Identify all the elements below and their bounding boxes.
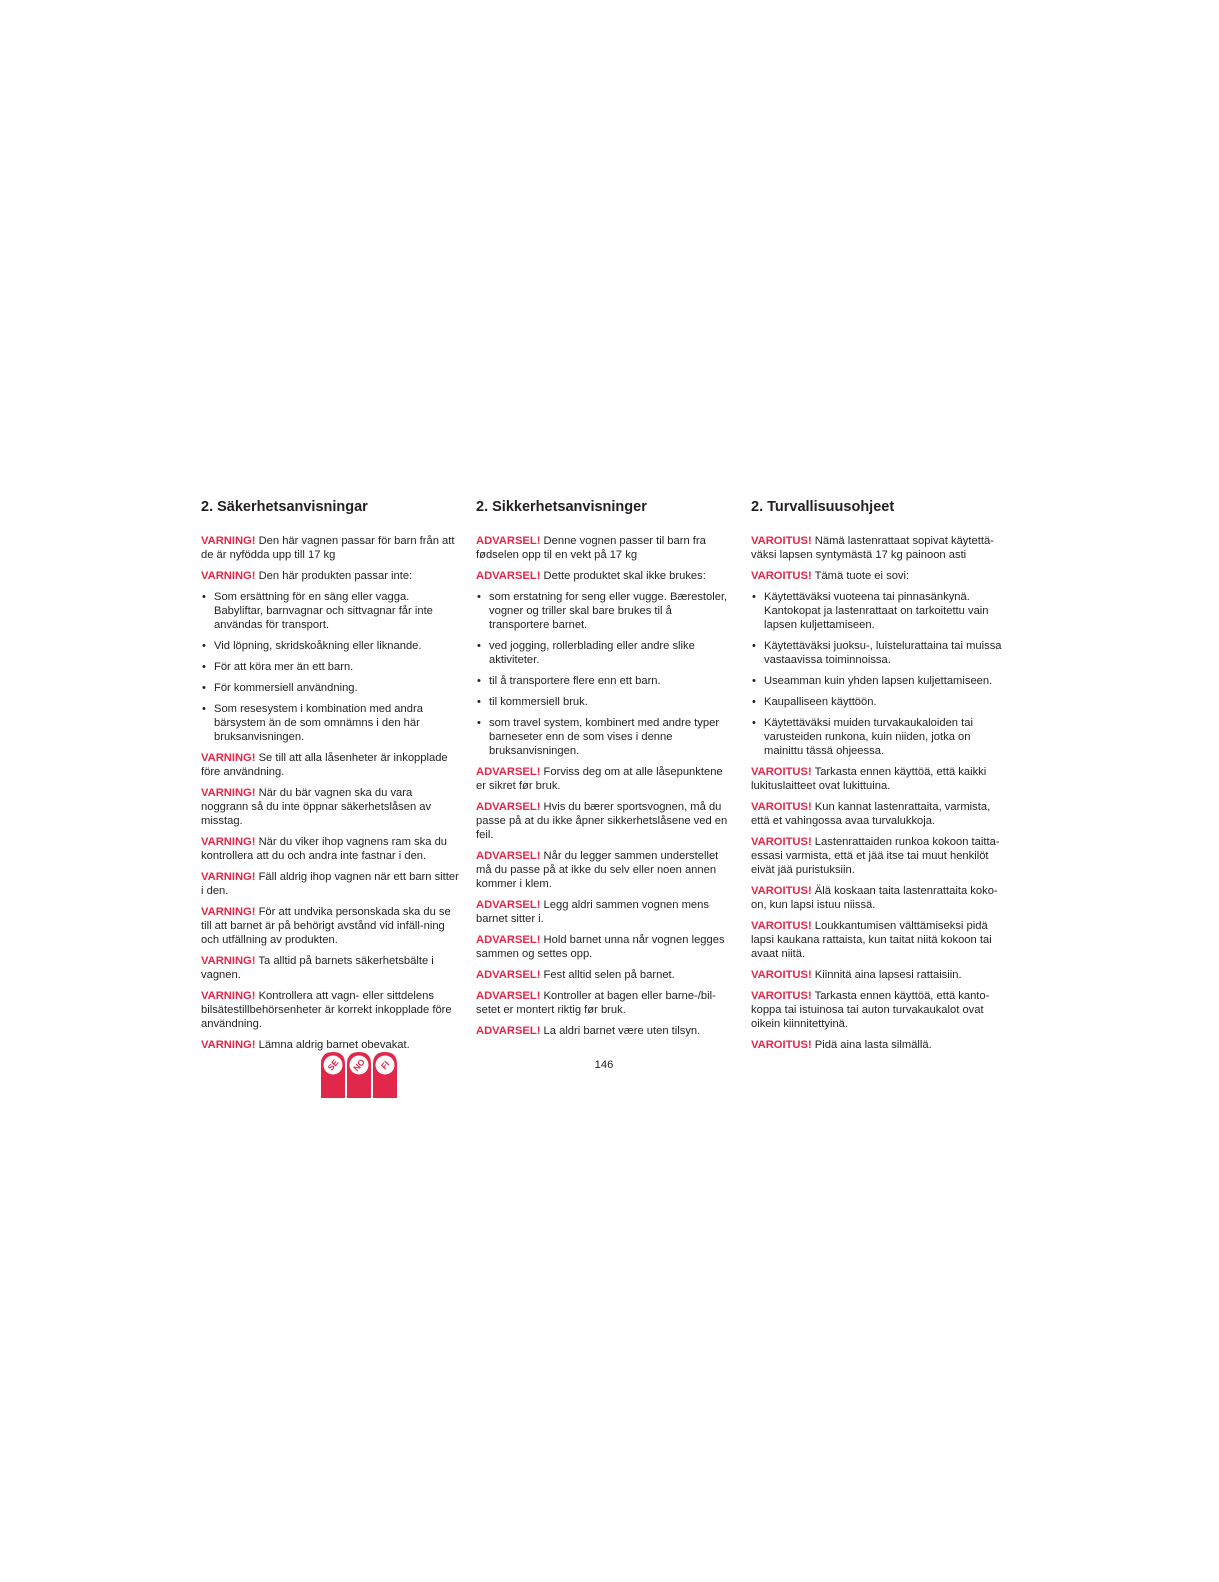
warning-paragraph bbox=[201, 1038, 459, 1052]
warning-text: Lastenrattaiden runkoa kokoon taitta-essasi varmista, että et jää itse tai muut henkilöt eivät jää puristuksiin. bbox=[751, 836, 1000, 876]
warning-text: Den här produkten passar inte: bbox=[255, 570, 413, 582]
warning-text: Fäll aldrig ihop vagnen när ett barn sitter i den. bbox=[201, 871, 459, 897]
warning-paragraph bbox=[201, 989, 459, 1031]
list-item: • til kommersiell bruk. bbox=[476, 695, 734, 709]
bullet-list bbox=[751, 590, 1009, 758]
warning-label: ADVARSEL! bbox=[476, 535, 541, 547]
section-title: 2. Sikkerhetsanvisninger bbox=[476, 499, 647, 515]
warning-paragraph bbox=[476, 1024, 734, 1038]
warning-label: VAROITUS! bbox=[751, 920, 812, 932]
warning-paragraph bbox=[751, 569, 1009, 583]
list-item: • ved jogging, rollerblading eller andre slike aktiviteter. bbox=[476, 639, 734, 667]
warning-label: VARNING! bbox=[201, 1039, 256, 1051]
warning-paragraph bbox=[201, 954, 459, 982]
warning-label: ADVARSEL! bbox=[476, 899, 541, 911]
warning-label: ADVARSEL! bbox=[476, 1025, 541, 1037]
warning-paragraph bbox=[476, 933, 734, 961]
warning-label: VAROITUS! bbox=[751, 885, 812, 897]
warning-label: ADVARSEL! bbox=[476, 801, 541, 813]
warning-paragraph bbox=[201, 534, 459, 562]
list-item: • Som ersättning för en säng eller vagga. Babyliftar, barnvagnar och sittvagnar får inte användas för transport. bbox=[201, 590, 459, 632]
column-content bbox=[476, 534, 734, 1038]
warning-paragraph bbox=[476, 968, 734, 982]
warning-text: Forviss deg om at alle låsepunktene er sikret før bruk. bbox=[476, 766, 723, 792]
column-swedish bbox=[201, 498, 459, 1059]
warning-text: Denne vognen passer til barn fra fødselen opp til en vekt på 17 kg bbox=[476, 535, 706, 561]
warning-text: När du viker ihop vagnens ram ska du kontrollera att du och andra inte fastnar i den. bbox=[201, 836, 448, 862]
list-item: • Som resesystem i kombination med andra bärsystem än de som omnämns i den här bruksanvisningen. bbox=[201, 702, 459, 744]
warning-paragraph bbox=[201, 569, 459, 583]
warning-text: Pidä aina lasta silmällä. bbox=[811, 1039, 932, 1051]
warning-label: VAROITUS! bbox=[751, 836, 812, 848]
warning-text: Ta alltid på barnets säkerhetsbälte i vagnen. bbox=[201, 955, 434, 981]
warning-label: VAROITUS! bbox=[751, 570, 812, 582]
column-content bbox=[201, 534, 459, 1052]
warning-label: ADVARSEL! bbox=[476, 766, 541, 778]
warning-text: Nämä lastenrattaat sopivat käytettä-väksi lapsen syntymästä 17 kg painoon asti bbox=[751, 535, 994, 561]
warning-text: Se till att alla låsenheter är inkopplade före användning. bbox=[201, 752, 448, 778]
language-tab-se bbox=[321, 1052, 345, 1098]
page-number: 146 bbox=[594, 1059, 614, 1071]
list-item: • Vid löpning, skridskoåkning eller liknande. bbox=[201, 639, 459, 653]
warning-label: VARNING! bbox=[201, 535, 256, 547]
warning-text: När du bär vagnen ska du vara noggrann så du inte öppnar säkerhetslåsen av misstag. bbox=[201, 787, 432, 827]
warning-label: VARNING! bbox=[201, 955, 256, 967]
warning-text: Tarkasta ennen käyttöä, että kaikki lukituslaitteet ovat lukittuina. bbox=[751, 766, 987, 792]
warning-paragraph bbox=[751, 989, 1009, 1031]
warning-label: VAROITUS! bbox=[751, 535, 812, 547]
list-item: • Kaupalliseen käyttöön. bbox=[751, 695, 1009, 709]
warning-label: VARNING! bbox=[201, 836, 256, 848]
bullet-list bbox=[201, 590, 459, 744]
warning-label: VAROITUS! bbox=[751, 1039, 812, 1051]
column-content bbox=[751, 534, 1009, 1052]
warning-text: Älä koskaan taita lastenrattaita koko-on, kun lapsi istuu niissä. bbox=[751, 885, 998, 911]
warning-text: Kontroller at bagen eller barne-/bil-setet er montert riktig før bruk. bbox=[476, 990, 716, 1016]
warning-text: Loukkantumisen välttämiseksi pidä lapsi kaukana rattaista, kun taitat niitä kokoon tai avaat niitä. bbox=[751, 920, 992, 960]
list-item: • Useamman kuin yhden lapsen kuljettamiseen. bbox=[751, 674, 1009, 688]
warning-text: Når du legger sammen understellet må du passe på at ikke du selv eller noen annen kommer i klem. bbox=[476, 850, 719, 890]
warning-text: Hvis du bærer sportsvognen, må du passe på at du ikke åpner sikkerhetslåsene ved en feil. bbox=[476, 801, 728, 841]
warning-label: VARNING! bbox=[201, 871, 256, 883]
warning-paragraph bbox=[476, 989, 734, 1017]
warning-paragraph bbox=[751, 919, 1009, 961]
warning-text: Legg aldri sammen vognen mens barnet sitter i. bbox=[476, 899, 709, 925]
column-finnish bbox=[751, 498, 1009, 1059]
section-title: 2. Säkerhetsanvisningar bbox=[201, 499, 368, 515]
warning-paragraph bbox=[476, 898, 734, 926]
tab-code: SE bbox=[325, 1057, 341, 1073]
warning-paragraph bbox=[751, 534, 1009, 562]
warning-paragraph bbox=[201, 905, 459, 947]
warning-paragraph bbox=[751, 765, 1009, 793]
list-item: • som travel system, kombinert med andre typer barneseter enn de som vises i denne bruksanvisningen. bbox=[476, 716, 734, 758]
warning-paragraph bbox=[476, 765, 734, 793]
warning-label: ADVARSEL! bbox=[476, 969, 541, 981]
warning-paragraph bbox=[751, 884, 1009, 912]
warning-text: Tämä tuote ei sovi: bbox=[811, 570, 910, 582]
warning-label: ADVARSEL! bbox=[476, 850, 541, 862]
warning-label: ADVARSEL! bbox=[476, 934, 541, 946]
warning-text: Kiinnitä aina lapsesi rattaisiin. bbox=[811, 969, 962, 981]
list-item: • För kommersiell användning. bbox=[201, 681, 459, 695]
list-item: • Käytettäväksi juoksu-, luistelurattaina tai muissa vastaavissa toiminnoissa. bbox=[751, 639, 1009, 667]
list-item: • Käytettäväksi vuoteena tai pinnasänkynä. Kantokopat ja lastenrattaat on tarkoitettu vain lapsen kuljettamiseen. bbox=[751, 590, 1009, 632]
column-norwegian bbox=[476, 498, 734, 1045]
warning-paragraph bbox=[476, 800, 734, 842]
list-item: • til å transportere flere enn ett barn. bbox=[476, 674, 734, 688]
warning-label: VAROITUS! bbox=[751, 969, 812, 981]
warning-label: VAROITUS! bbox=[751, 990, 812, 1002]
warning-label: VAROITUS! bbox=[751, 766, 812, 778]
warning-text: Tarkasta ennen käyttöä, että kanto-koppa tai istuinosa tai auton turvakaukalot ovat oikein kiinnitettyinä. bbox=[751, 990, 990, 1030]
list-item: • Käytettäväksi muiden turvakaukaloiden tai varusteiden runkona, kuin niiden, jotka on mainittu tässä ohjeessa. bbox=[751, 716, 1009, 758]
list-item: • som erstatning for seng eller vugge. Bærestoler, vogner og triller skal bare brukes til å transportere barnet. bbox=[476, 590, 734, 632]
warning-paragraph bbox=[751, 800, 1009, 828]
tab-code: NO bbox=[351, 1056, 367, 1074]
warning-label: VARNING! bbox=[201, 990, 256, 1002]
warning-paragraph bbox=[476, 849, 734, 891]
warning-text: Kun kannat lastenrattaita, varmista, että et vahingossa avaa turvalukkoja. bbox=[751, 801, 991, 827]
warning-label: VAROITUS! bbox=[751, 801, 812, 813]
language-tabs bbox=[320, 1052, 400, 1100]
warning-paragraph bbox=[476, 534, 734, 562]
warning-text: Dette produktet skal ikke brukes: bbox=[540, 570, 706, 582]
warning-paragraph bbox=[201, 835, 459, 863]
warning-paragraph bbox=[201, 870, 459, 898]
warning-text: Kontrollera att vagn- eller sittdelens bilsätestillbehörsenheter är korrekt inkopplade före användning. bbox=[201, 990, 452, 1030]
language-tabs-graphic bbox=[320, 1052, 400, 1100]
warning-label: VARNING! bbox=[201, 787, 256, 799]
warning-text: Hold barnet unna når vognen legges sammen og settes opp. bbox=[476, 934, 725, 960]
warning-paragraph bbox=[751, 835, 1009, 877]
warning-paragraph bbox=[476, 569, 734, 583]
list-item: • För att köra mer än ett barn. bbox=[201, 660, 459, 674]
warning-text: Den här vagnen passar för barn från att de är nyfödda upp till 17 kg bbox=[201, 535, 455, 561]
warning-paragraph bbox=[751, 1038, 1009, 1052]
warning-text: Lämna aldrig barnet obevakat. bbox=[255, 1039, 410, 1051]
warning-label: VARNING! bbox=[201, 906, 256, 918]
warning-label: ADVARSEL! bbox=[476, 990, 541, 1002]
warning-text: För att undvika personskada ska du se till att barnet är på behörigt avstånd vid infäll-ning och utfällning av produkten. bbox=[201, 906, 451, 946]
section-title: 2. Turvallisuusohjeet bbox=[751, 499, 895, 515]
bullet-list bbox=[476, 590, 734, 758]
language-tab-fi bbox=[373, 1052, 397, 1098]
warning-text: Fest alltid selen på barnet. bbox=[540, 969, 675, 981]
warning-label: VARNING! bbox=[201, 752, 256, 764]
warning-paragraph bbox=[201, 751, 459, 779]
warning-label: VARNING! bbox=[201, 570, 256, 582]
warning-text: La aldri barnet være uten tilsyn. bbox=[540, 1025, 701, 1037]
warning-paragraph bbox=[751, 968, 1009, 982]
warning-paragraph bbox=[201, 786, 459, 828]
tab-code: FI bbox=[378, 1058, 392, 1072]
language-tab-no bbox=[347, 1052, 371, 1098]
warning-label: ADVARSEL! bbox=[476, 570, 541, 582]
